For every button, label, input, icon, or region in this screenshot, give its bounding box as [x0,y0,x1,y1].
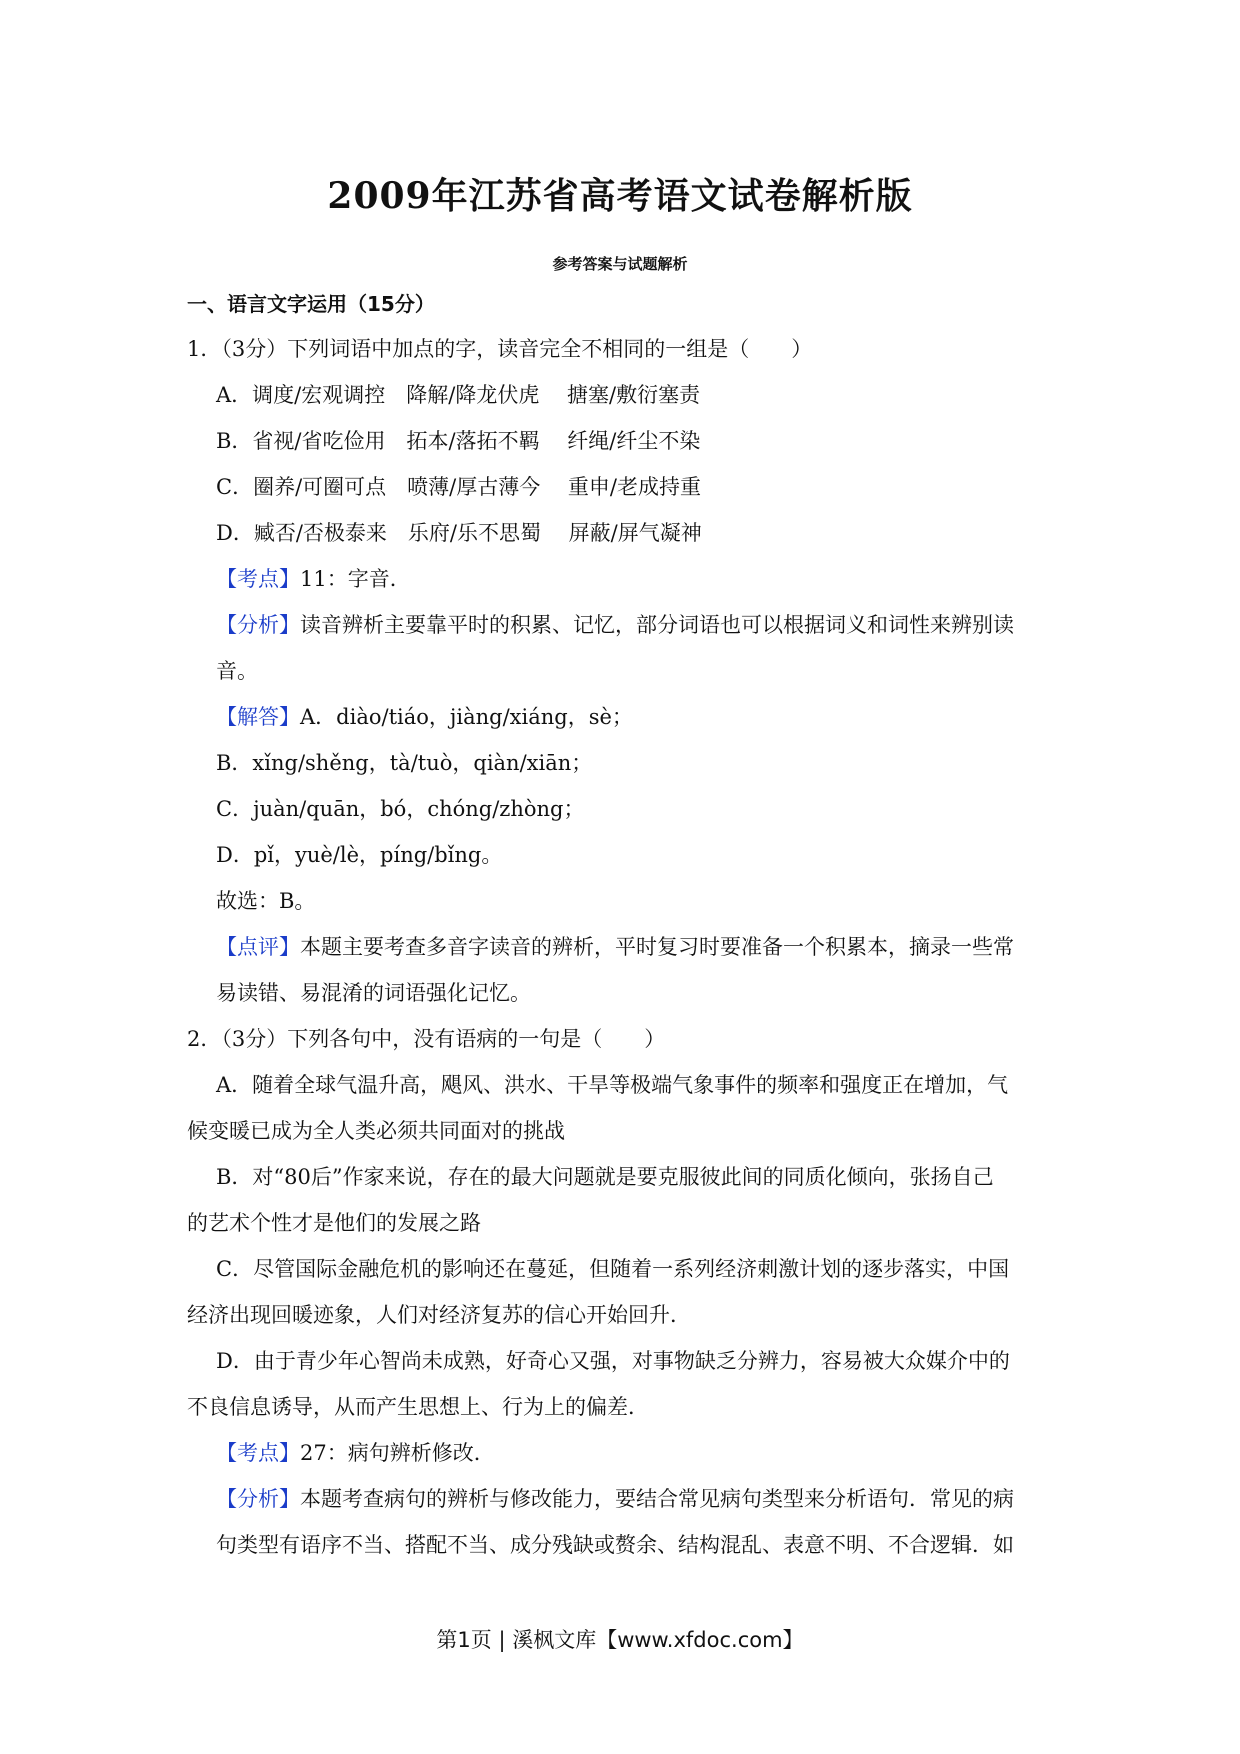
q2-option-a-cont: 候变暖已成为全人类必须共同面对的挑战 [187,1119,565,1143]
document-subtitle: 参考答案与试题解析 [552,255,688,273]
q2-option-c: C．尽管国际金融危机的影响还在蔓延，但随着一系列经济刺激计划的逐步落实，中国 [216,1257,1010,1281]
q2-stem: 2．（3分）下列各句中，没有语病的一句是（ ） [187,1027,666,1051]
kaodian-text: 27：病句辨析修改． [300,1441,495,1465]
jieda-tag: 【解答】 [216,705,300,729]
kaodian-tag: 【考点】 [216,567,300,591]
q1-stem: 1．（3分）下列词语中加点的字，读音完全不相同的一组是（ ） [187,337,813,361]
q2-option-d-cont: 不良信息诱导，从而产生思想上、行为上的偏差． [187,1395,649,1419]
section-heading: 一、语言文字运用（15分） [187,292,435,316]
dianping-text: 本题主要考查多音字读音的辨析，平时复习时要准备一个积累本，摘录一些常 [300,935,1014,959]
fenxi-text: 读音辨析主要靠平时的积累、记忆，部分词语也可以根据词义和词性来辨别读 [300,613,1014,637]
q2-option-a: A．随着全球气温升高，飓风、洪水、干旱等极端气象事件的频率和强度正在增加，气 [216,1073,1009,1097]
q2-option-d: D．由于青少年心智尚未成熟，好奇心又强，对事物缺乏分辨力，容易被大众媒介中的 [216,1349,1010,1373]
q1-jieda-b: B．xǐng/shěng，tà/tuò，qiàn/xiān； [216,751,593,775]
q1-option-b: B．省视/省吃俭用 拓本/落拓不羁 纤绳/纤尘不染 [216,429,701,453]
kaodian-tag: 【考点】 [216,1441,300,1465]
document-body [187,286,1055,1568]
q2-option-c-cont: 经济出现回暖迹象，人们对经济复苏的信心开始回升． [187,1303,691,1327]
q1-answer: 故选：B。 [216,889,316,913]
q1-kaodian [187,556,1055,602]
q2-fenxi [187,1476,1055,1522]
fenxi-tag: 【分析】 [216,1487,300,1511]
q1-jieda [187,694,1055,740]
q2-fenxi-cont: 句类型有语序不当、搭配不当、成分残缺或赘余、结构混乱、表意不明、不合逻辑．如 [216,1533,1014,1557]
q2-kaodian [187,1430,1055,1476]
jieda-text: A．diào/tiáo，jiàng/xiáng，sè； [300,705,633,729]
q2-option-b: B．对“80后”作家来说，存在的最大问题就是要克服彼此间的同质化倾向，张扬自己 [216,1165,994,1189]
kaodian-text: 11：字音． [300,567,411,591]
fenxi-text: 本题考查病句的辨析与修改能力，要结合常见病句类型来分析语句．常见的病 [300,1487,1014,1511]
q2-option-b-cont: 的艺术个性才是他们的发展之路 [187,1211,481,1235]
q1-dianping-cont: 易读错、易混淆的词语强化记忆。 [216,981,531,1005]
q1-jieda-c: C．juàn/quān，bó，chóng/zhòng； [216,797,585,821]
document-title: 2009年江苏省高考语文试卷解析版 [327,175,913,217]
fenxi-tag: 【分析】 [216,613,300,637]
q1-option-d: D．臧否/否极泰来 乐府/乐不思蜀 屏蔽/屏气凝神 [216,521,702,545]
q1-dianping [187,924,1055,970]
q1-fenxi-cont: 音。 [216,659,258,683]
q1-option-a: A．调度/宏观调控 降解/降龙伏虎 搪塞/敷衍塞责 [216,383,701,407]
q1-fenxi [187,602,1055,648]
q1-option-c: C．圈养/可圈可点 喷薄/厚古薄今 重申/老成持重 [216,475,701,499]
q1-jieda-d: D．pǐ，yuè/lè，píng/bǐng。 [216,843,503,867]
page-footer: 第1页 | 溪枫文库【www.xfdoc.com】 [436,1628,804,1652]
dianping-tag: 【点评】 [216,935,300,959]
